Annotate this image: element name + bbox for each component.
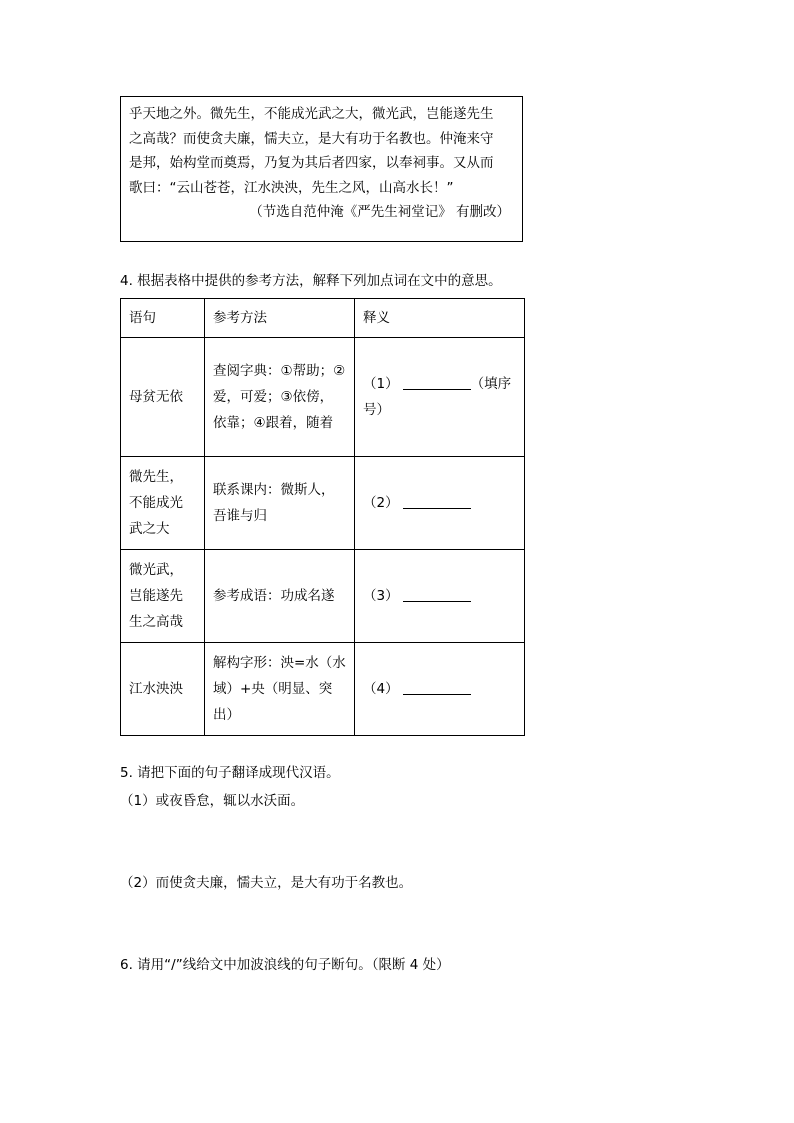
table-row [121, 643, 525, 736]
table-row [121, 550, 525, 643]
row-sentence: 母贫无依 [121, 338, 205, 457]
row-method: 查阅字典：①帮助；②爱，可爱；③依傍，依靠；④跟着，随着 [205, 338, 355, 457]
question-6-prompt: 6. 请用“/”线给文中加波浪线的句子断句。（限断 4 处） [120, 957, 450, 973]
row-answer [355, 643, 525, 736]
row-answer [355, 338, 525, 457]
row-answer [355, 457, 525, 550]
table-row [121, 338, 525, 457]
row-sentence: 微先生，不能成光武之大 [121, 457, 205, 550]
reference-table [120, 298, 525, 736]
answer-number: （1） [363, 376, 399, 392]
row-sentence: 江水泱泱 [121, 643, 205, 736]
header-method: 参考方法 [205, 299, 355, 338]
answer-hint: （填序号） [363, 376, 512, 418]
answer-blank[interactable] [403, 373, 471, 390]
passage-line: 歌曰：“云山苍苍，江水泱泱，先生之风，山高水长！” [129, 179, 454, 196]
passage-line: 乎天地之外。微先生，不能成光武之大，微光武，岂能遂先生 [129, 106, 494, 122]
passage-box [120, 96, 523, 242]
answer-blank[interactable] [403, 492, 471, 509]
question-5-item-1: （1）或夜昏怠，辄以水沃面。 [120, 793, 305, 809]
answer-blank[interactable] [403, 678, 471, 695]
question-5-item-2: （2）而使贪夫廉，懦夫立，是大有功于名教也。 [120, 875, 413, 891]
row-sentence: 微光武，岂能遂先生之高哉 [121, 550, 205, 643]
row-method: 参考成语：功成名遂 [205, 550, 355, 643]
question-4-prompt: 4. 根据表格中提供的参考方法，解释下列加点词在文中的意思。 [120, 273, 502, 289]
row-method: 联系课内：微斯人，吾谁与归 [205, 457, 355, 550]
answer-blank[interactable] [403, 585, 471, 602]
answer-number: （4） [363, 681, 399, 697]
answer-number: （2） [363, 495, 399, 511]
row-answer [355, 550, 525, 643]
table-header-row [121, 299, 525, 338]
table-row [121, 457, 525, 550]
answer-number: （3） [363, 588, 399, 604]
passage-source: （节选自范仲淹《严先生祠堂记》 有删改） [249, 204, 510, 220]
passage-line: 是邦，始构堂而奠焉，乃复为其后者四家，以奉祠事。又从而 [129, 155, 494, 171]
question-5-prompt: 5. 请把下面的句子翻译成现代汉语。 [120, 765, 340, 781]
row-method: 解构字形：泱=水（水域）+央（明显、突出） [205, 643, 355, 736]
header-sentence: 语句 [121, 299, 205, 338]
header-meaning: 释义 [355, 299, 525, 338]
passage-line: 之高哉？而使贪夫廉，懦夫立，是大有功于名教也。仲淹来守 [129, 130, 494, 147]
